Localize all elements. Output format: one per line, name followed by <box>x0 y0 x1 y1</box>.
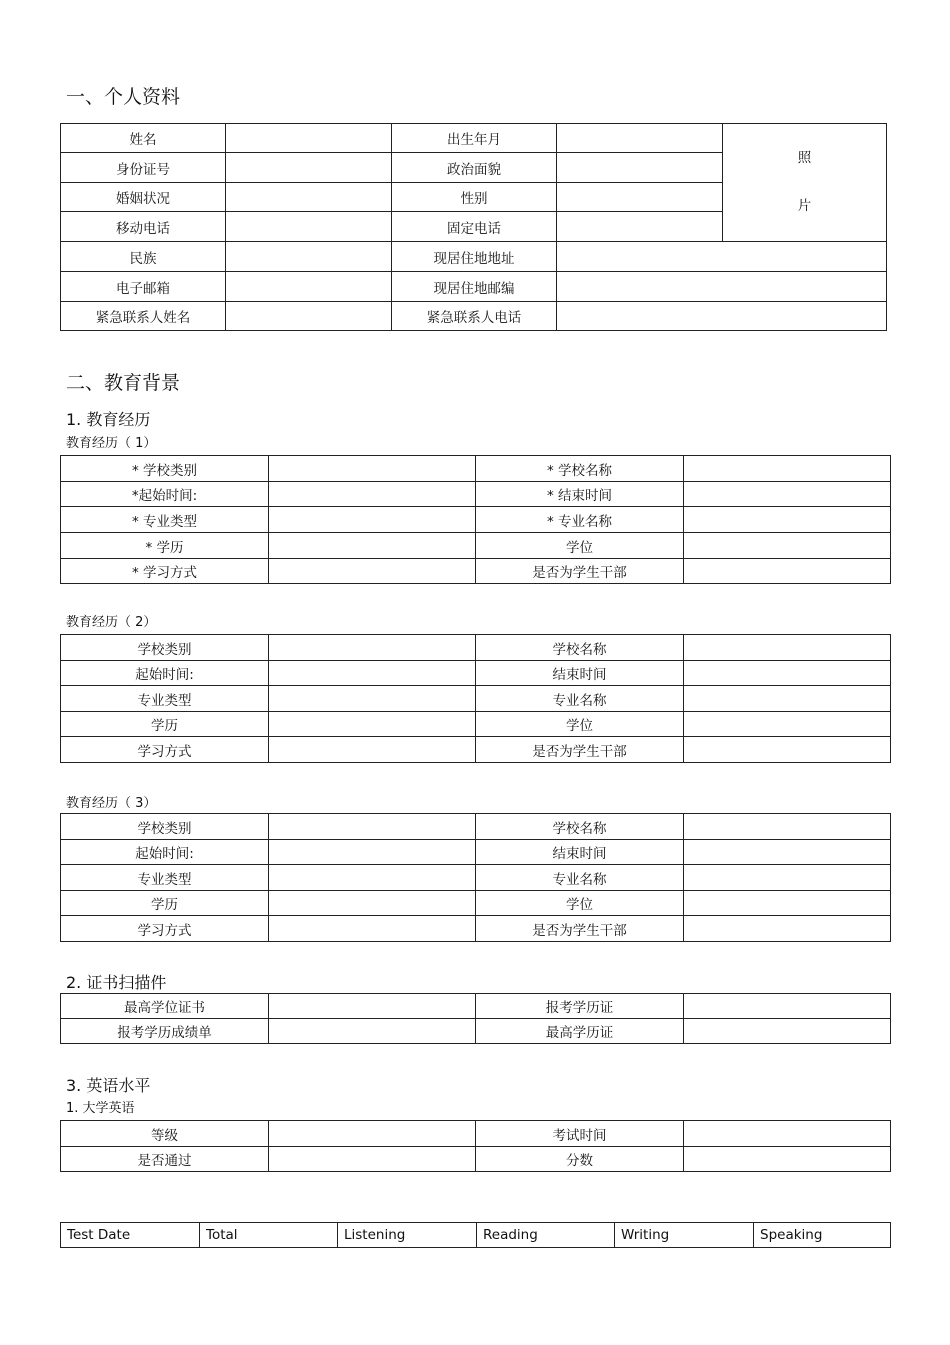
field-postcode[interactable] <box>557 272 887 302</box>
photo-label-2: 片 <box>797 197 812 214</box>
cet-caption: 1. 大学英语 <box>66 1101 135 1116</box>
field-education-level[interactable] <box>269 533 476 559</box>
photo-box[interactable] <box>723 124 887 242</box>
field-major-name[interactable] <box>684 507 891 533</box>
field-school-type[interactable] <box>269 456 476 482</box>
field-ethnicity[interactable] <box>226 242 392 272</box>
field-end-time[interactable] <box>684 661 891 686</box>
label-major-name: 专业名称 <box>476 865 684 891</box>
field-email[interactable] <box>226 272 392 302</box>
field-birth[interactable] <box>557 124 723 153</box>
field-school-name[interactable] <box>684 635 891 661</box>
label-start-time: *起始时间: <box>61 482 269 507</box>
field-student-cadre[interactable] <box>684 916 891 942</box>
field-school-name[interactable] <box>684 456 891 482</box>
label-highest-education-cert: 最高学历证 <box>476 1019 684 1044</box>
field-highest-degree-cert[interactable] <box>269 994 476 1019</box>
label-major-type: * 专业类型 <box>61 507 269 533</box>
label-id-number: 身份证号 <box>61 153 226 183</box>
label-name: 姓名 <box>61 124 226 153</box>
col-writing: Writing <box>615 1223 754 1248</box>
field-end-time[interactable] <box>684 840 891 865</box>
label-end-time: * 结束时间 <box>476 482 684 507</box>
label-student-cadre: 是否为学生干部 <box>476 916 684 942</box>
label-degree: 学位 <box>476 891 684 916</box>
field-exam-date[interactable] <box>684 1121 891 1147</box>
label-landline: 固定电话 <box>392 212 557 242</box>
ielts-table <box>60 1222 891 1248</box>
label-education-level: 学历 <box>61 891 269 916</box>
certificates-heading: 2. 证书扫描件 <box>66 973 167 992</box>
field-applied-education-cert[interactable] <box>684 994 891 1019</box>
field-cet-level[interactable] <box>269 1121 476 1147</box>
field-passed[interactable] <box>269 1147 476 1172</box>
education-1-table <box>60 455 891 584</box>
personal-info-table <box>60 123 887 331</box>
label-student-cadre: 是否为学生干部 <box>476 737 684 763</box>
label-student-cadre: 是否为学生干部 <box>476 559 684 584</box>
education-history-heading: 1. 教育经历 <box>66 410 151 429</box>
label-school-type: * 学校类别 <box>61 456 269 482</box>
education-3-caption: 教育经历（ 3） <box>66 796 157 811</box>
label-school-type: 学校类别 <box>61 635 269 661</box>
field-highest-education-cert[interactable] <box>684 1019 891 1044</box>
label-birth: 出生年月 <box>392 124 557 153</box>
field-id-number[interactable] <box>226 153 392 183</box>
label-degree: 学位 <box>476 712 684 737</box>
col-speaking: Speaking <box>754 1223 891 1248</box>
section-education-title: 二、教育背景 <box>66 372 181 394</box>
field-school-name[interactable] <box>684 814 891 840</box>
label-start-time: 起始时间: <box>61 661 269 686</box>
field-school-type[interactable] <box>269 814 476 840</box>
education-2-table <box>60 634 891 763</box>
label-passed: 是否通过 <box>61 1147 269 1172</box>
field-major-type[interactable] <box>269 686 476 712</box>
certificates-table <box>60 993 891 1044</box>
field-start-time[interactable] <box>269 482 476 507</box>
education-2-caption: 教育经历（ 2） <box>66 615 157 630</box>
field-degree[interactable] <box>684 891 891 916</box>
label-transcript: 报考学历成绩单 <box>61 1019 269 1044</box>
field-study-mode[interactable] <box>269 916 476 942</box>
field-major-type[interactable] <box>269 865 476 891</box>
label-email: 电子邮箱 <box>61 272 226 302</box>
label-study-mode: 学习方式 <box>61 916 269 942</box>
label-marital-status: 婚姻状况 <box>61 183 226 212</box>
field-start-time[interactable] <box>269 661 476 686</box>
label-political-status: 政治面貌 <box>392 153 557 183</box>
field-education-level[interactable] <box>269 891 476 916</box>
education-3-table <box>60 813 891 942</box>
label-end-time: 结束时间 <box>476 840 684 865</box>
field-gender[interactable] <box>557 183 723 212</box>
photo-label-1: 照 <box>797 150 812 166</box>
label-postcode: 现居住地邮编 <box>392 272 557 302</box>
label-study-mode: * 学习方式 <box>61 559 269 584</box>
label-address: 现居住地地址 <box>392 242 557 272</box>
label-education-level: 学历 <box>61 712 269 737</box>
label-applied-education-cert: 报考学历证 <box>476 994 684 1019</box>
label-emergency-name: 紧急联系人姓名 <box>61 302 226 331</box>
field-end-time[interactable] <box>684 482 891 507</box>
col-listening: Listening <box>338 1223 477 1248</box>
label-end-time: 结束时间 <box>476 661 684 686</box>
field-study-mode[interactable] <box>269 737 476 763</box>
english-heading: 3. 英语水平 <box>66 1076 151 1095</box>
field-emergency-name[interactable] <box>226 302 392 331</box>
education-1-caption: 教育经历（ 1） <box>66 436 157 451</box>
label-emergency-phone: 紧急联系人电话 <box>392 302 557 331</box>
field-major-name[interactable] <box>684 865 891 891</box>
label-school-name: * 学校名称 <box>476 456 684 482</box>
label-gender: 性别 <box>392 183 557 212</box>
label-exam-date: 考试时间 <box>476 1121 684 1147</box>
field-political-status[interactable] <box>557 153 723 183</box>
field-major-type[interactable] <box>269 507 476 533</box>
label-education-level: * 学历 <box>61 533 269 559</box>
field-student-cadre[interactable] <box>684 737 891 763</box>
label-study-mode: 学习方式 <box>61 737 269 763</box>
label-school-name: 学校名称 <box>476 635 684 661</box>
field-emergency-phone[interactable] <box>557 302 887 331</box>
field-marital-status[interactable] <box>226 183 392 212</box>
label-degree: 学位 <box>476 533 684 559</box>
cet-table <box>60 1120 891 1172</box>
field-name[interactable] <box>226 124 392 153</box>
field-score[interactable] <box>684 1147 891 1172</box>
col-reading: Reading <box>477 1223 615 1248</box>
field-degree[interactable] <box>684 533 891 559</box>
label-highest-degree-cert: 最高学位证书 <box>61 994 269 1019</box>
col-total: Total <box>200 1223 338 1248</box>
label-major-type: 专业类型 <box>61 686 269 712</box>
field-start-time[interactable] <box>269 840 476 865</box>
label-mobile: 移动电话 <box>61 212 226 242</box>
label-ethnicity: 民族 <box>61 242 226 272</box>
field-study-mode[interactable] <box>269 559 476 584</box>
field-mobile[interactable] <box>226 212 392 242</box>
label-school-name: 学校名称 <box>476 814 684 840</box>
field-landline[interactable] <box>557 212 723 242</box>
field-student-cadre[interactable] <box>684 559 891 584</box>
section-personal-title: 一、个人资料 <box>66 86 181 108</box>
field-degree[interactable] <box>684 712 891 737</box>
label-major-name: * 专业名称 <box>476 507 684 533</box>
label-start-time: 起始时间: <box>61 840 269 865</box>
field-school-type[interactable] <box>269 635 476 661</box>
label-cet-level: 等级 <box>61 1121 269 1147</box>
label-score: 分数 <box>476 1147 684 1172</box>
label-major-name: 专业名称 <box>476 686 684 712</box>
field-transcript[interactable] <box>269 1019 476 1044</box>
field-major-name[interactable] <box>684 686 891 712</box>
label-major-type: 专业类型 <box>61 865 269 891</box>
field-education-level[interactable] <box>269 712 476 737</box>
field-address[interactable] <box>557 242 887 272</box>
col-test-date: Test Date <box>61 1223 200 1248</box>
label-school-type: 学校类别 <box>61 814 269 840</box>
